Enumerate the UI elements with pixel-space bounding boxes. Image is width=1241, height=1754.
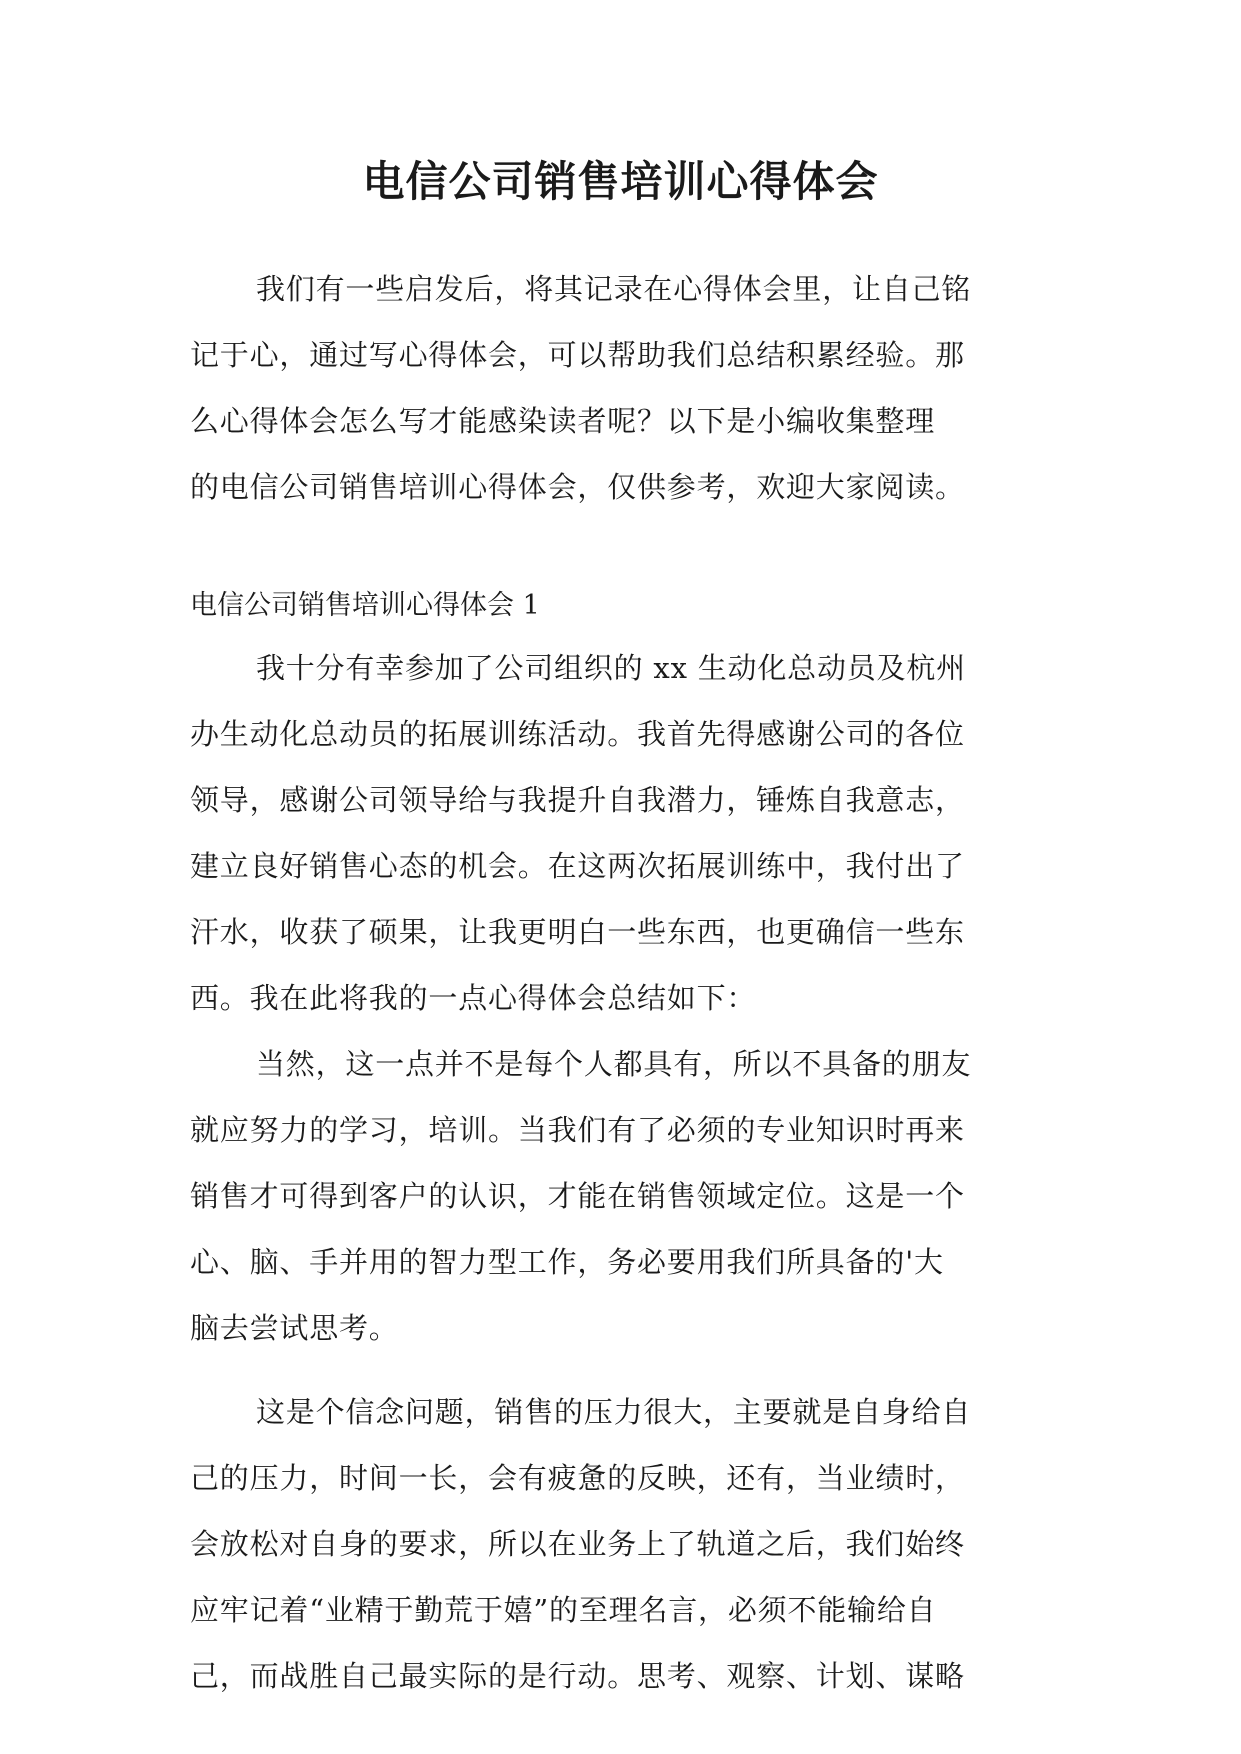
intro-line: 么心得体会怎么写才能感染读者呢？以下是小编收集整理 xyxy=(190,404,936,438)
paragraph-line: 己，而战胜自己最实际的是行动。思考、观察、计划、谋略 xyxy=(190,1659,965,1693)
paragraph-line: 己的压力，时间一长，会有疲惫的反映，还有，当业绩时， xyxy=(190,1461,965,1495)
paragraph-line: 心、脑、手并用的智力型工作，务必要用我们所具备的'大 xyxy=(190,1245,944,1279)
paragraph-line: 西。我在此将我的一点心得体会总结如下： xyxy=(190,981,757,1015)
paragraph-line: 汗水，收获了硕果，让我更明白一些东西，也更确信一些东 xyxy=(190,915,965,949)
page-title: 电信公司销售培训心得体会 xyxy=(362,157,879,206)
paragraph-line: 就应努力的学习，培训。当我们有了必须的专业知识时再来 xyxy=(190,1113,965,1147)
paragraph-line: 应牢记着“业精于勤荒于嬉”的至理名言，必须不能输给自 xyxy=(190,1593,937,1627)
paragraph-line: 办生动化总动员的拓展训练活动。我首先得感谢公司的各位 xyxy=(190,717,965,751)
paragraph-line: 建立良好销售心态的机会。在这两次拓展训练中，我付出了 xyxy=(190,849,965,883)
paragraph-line: 销售才可得到客户的认识，才能在销售领域定位。这是一个 xyxy=(190,1179,965,1213)
intro-line: 记于心，通过写心得体会，可以帮助我们总结积累经验。那 xyxy=(190,338,965,372)
section-heading: 电信公司销售培训心得体会 1 xyxy=(190,590,540,621)
intro-line: 的电信公司销售培训心得体会，仅供参考，欢迎大家阅读。 xyxy=(190,470,965,504)
paragraph-line: 脑去尝试思考。 xyxy=(190,1311,399,1345)
paragraph-line: 这是个信念问题，销售的压力很大，主要就是自身给自 xyxy=(256,1395,972,1429)
intro-line: 我们有一些启发后，将其记录在心得体会里，让自己铭 xyxy=(256,272,972,306)
paragraph-line: 会放松对自身的要求，所以在业务上了轨道之后，我们始终 xyxy=(190,1527,965,1561)
paragraph-line: 我十分有幸参加了公司组织的 xx 生动化总动员及杭州 xyxy=(256,651,966,685)
paragraph-line: 领导，感谢公司领导给与我提升自我潜力，锤炼自我意志， xyxy=(190,783,965,817)
paragraph-line: 当然，这一点并不是每个人都具有，所以不具备的朋友 xyxy=(256,1047,972,1081)
